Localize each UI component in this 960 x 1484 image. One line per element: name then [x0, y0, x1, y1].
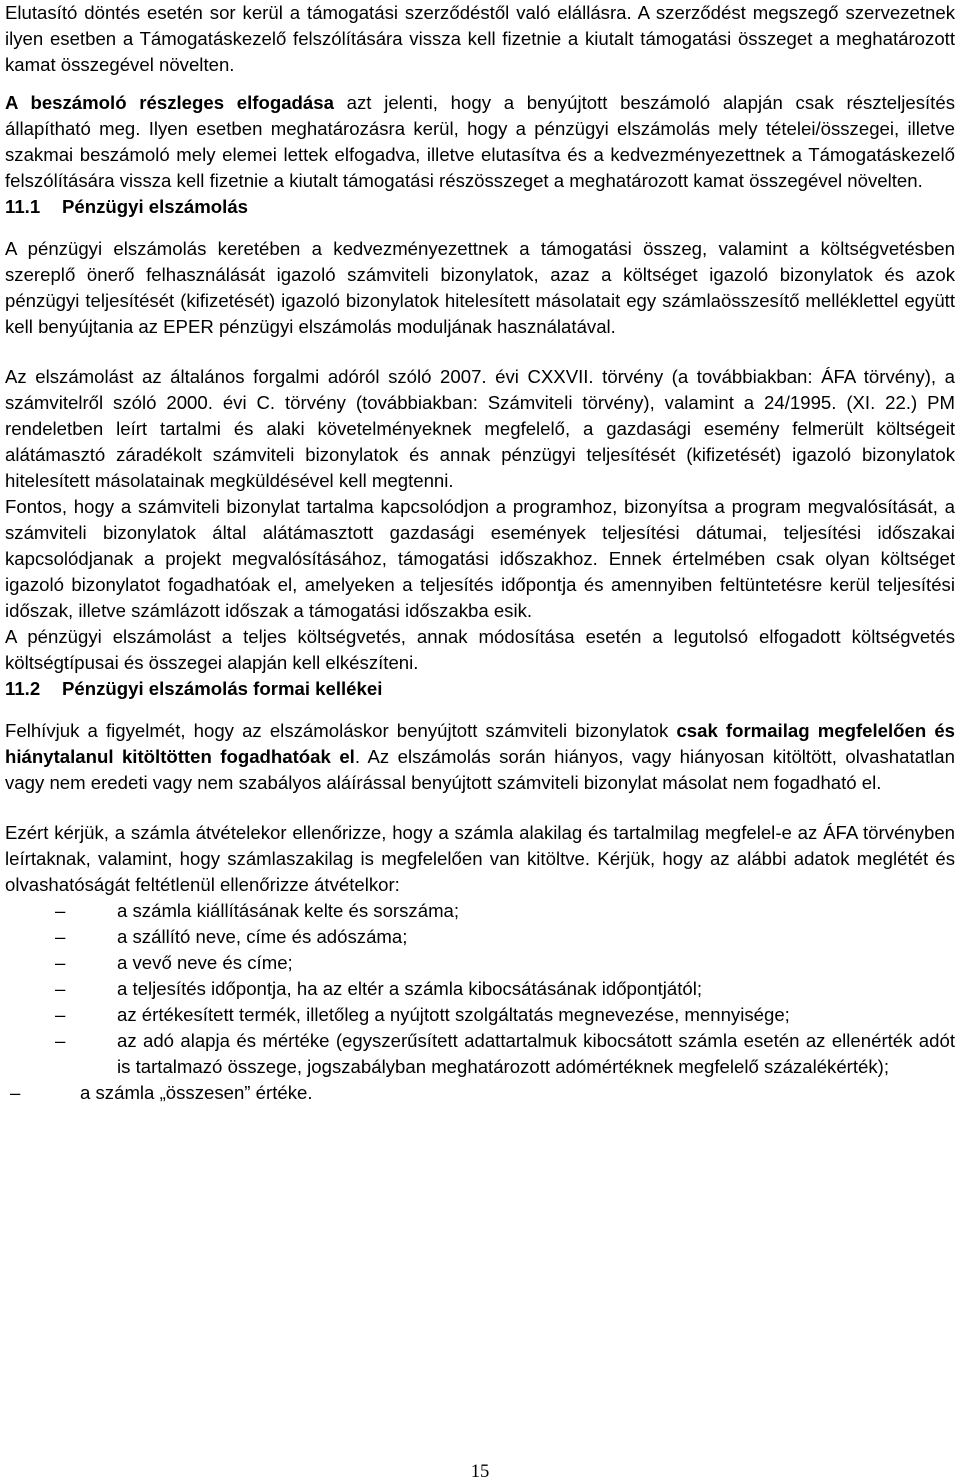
formal-requirements-emphasis: csak formailag megfelelően és hiánytalanul kitöltötten fogadhatóak el [5, 720, 955, 767]
paragraph-formal-requirements [5, 718, 955, 796]
section-heading-11-1 [5, 194, 955, 220]
section-title: Pénzügyi elszámolás formai kellékei [62, 678, 383, 699]
list-item [5, 950, 955, 976]
formal-requirements-rest: . Az elszámolás során hiányos, vagy hiányosan kitöltött, olvashatatlan vagy nem eredeti vagy nem szabályos aláírással benyújtott számviteli bizonylat másolat nem fogadható el. [5, 746, 955, 793]
document-page [5, 0, 955, 1106]
list-item [5, 1002, 955, 1028]
paragraph-legal-basis: Az elszámolást az általános forgalmi adóról szóló 2007. évi CXXVII. törvény (a továbbiakban: ÁFA törvény), a számvitelről szóló 2000. évi C. törvény (továbbiakban: Számviteli törvény), valamint a 24/1995. (XI. 22.) PM rendeletben leírt tartalmi és alaki követelményeknek megfelelő, a gazdasági esemény felmerült költségeit alátámasztó záradékolt számviteli bizonylatok és annak pénzügyi teljesítését (kifizetését) igazoló bizonylatok hitelesített másolatainak megküldésével kell megtenni. [5, 366, 955, 491]
list-item [5, 1028, 955, 1080]
invoice-total-list [5, 1080, 955, 1106]
dash-bullet-icon: – [55, 900, 66, 921]
dash-bullet-icon: – [55, 952, 66, 973]
list-item [5, 1080, 955, 1106]
section-number: 11.2 [5, 678, 41, 699]
list-item-text: a teljesítés időpontja, ha az eltér a számla kibocsátásának időpontjától; [117, 978, 703, 999]
list-item [5, 898, 955, 924]
page-number: 15 [470, 1461, 490, 1482]
formal-requirements-intro: Felhívjuk a figyelmét, hogy az elszámoláskor benyújtott számviteli bizonylatok [5, 720, 677, 741]
partial-acceptance-term: A beszámoló részleges elfogadása [5, 92, 334, 113]
dash-bullet-icon: – [55, 1030, 66, 1051]
paragraph-document-relevance: Fontos, hogy a számviteli bizonylat tartalma kapcsolódjon a programhoz, bizonyítsa a program megvalósítását, a számviteli bizonylatok által alátámasztott gazdasági események teljesítési dátumai, teljesítési időszakai kapcsolódjanak a projekt megvalósításához, támogatási időszakhoz. Ennek értelmében csak olyan költséget igazoló bizonylatot fogadhatóak el, amelyeken a teljesítés időpontja és amennyiben feltüntetésre kerül teljesítési időszak, illetve számlázott időszak a támogatási időszakba esik. [5, 496, 955, 621]
partial-acceptance-text: azt jelenti, hogy a benyújtott beszámoló alapján csak részteljesítés állapítható meg. Ilyen esetben meghatározásra kerül, hogy a pénzügyi elszámolás mely tételei/összegei, illetve szakmai beszámoló mely elemei lettek elfogadva, illetve elutasítva és a kedvezményezettnek a Támogatáskezelő felszólítására vissza kell fizetnie a kiutalt támogatási részösszeget a meghatározott kamat összegével növelten. [5, 92, 955, 191]
dash-bullet-icon: – [10, 1082, 21, 1103]
paragraph-budget-basis: A pénzügyi elszámolást a teljes költségvetés, annak módosítása esetén a legutolsó elfogadott költségvetés költségtípusai és összegei alapján kell elkészíteni. [5, 626, 955, 673]
dash-bullet-icon: – [55, 926, 66, 947]
paragraph-invoice-check: Ezért kérjük, a számla átvételekor ellenőrizze, hogy a számla alakilag és tartalmilag megfelel-e az ÁFA törvényben leírtaknak, valamint, hogy számlaszakilag is megfelelően van kitöltve. Kérjük, hogy az alábbi adatok meglétét és olvashatóságát feltétlenül ellenőrizze átvételkor: [5, 822, 955, 895]
dash-bullet-icon: – [55, 978, 66, 999]
section-heading-11-2 [5, 676, 955, 702]
list-item-text: az adó alapja és mértéke (egyszerűsített adattartalmuk kibocsátott számla esetén az ellenérték adót is tartalmazó összege, jogszabályban meghatározott adómértéknek megfelelő százalékérték); [117, 1030, 955, 1077]
section-title: Pénzügyi elszámolás [62, 196, 249, 217]
dash-bullet-icon: – [55, 1004, 66, 1025]
list-item-text: az értékesített termék, illetőleg a nyújtott szolgáltatás megnevezése, mennyisége; [117, 1004, 790, 1025]
list-item-text: a szállító neve, címe és adószáma; [117, 926, 408, 947]
paragraph-financial-settlement: A pénzügyi elszámolás keretében a kedvezményezettnek a támogatási összeg, valamint a költségvetésben szereplő önerő felhasználását igazoló számviteli bizonylatok, azaz a költséget igazoló bizonylatok és azok pénzügyi teljesítését (kifizetését) igazoló bizonylatok hitelesített másolatait egy számlaösszesítő melléklettel együtt kell benyújtania az EPER pénzügyi elszámolás moduljának használatával. [5, 238, 955, 337]
list-item-text: a számla kiállításának kelte és sorszáma; [117, 900, 460, 921]
list-item [5, 924, 955, 950]
invoice-checklist [5, 898, 955, 1080]
list-item [5, 976, 955, 1002]
list-item-text: a számla „összesen” értéke. [80, 1082, 313, 1103]
section-number: 11.1 [5, 196, 41, 217]
paragraph-partial-acceptance [5, 90, 955, 194]
list-item-text: a vevő neve és címe; [117, 952, 293, 973]
paragraph-rejection: Elutasító döntés esetén sor kerül a támogatási szerződéstől való elállásra. A szerződést megszegő szervezetnek ilyen esetben a Támogatáskezelő felszólítására vissza kell fizetnie a kiutalt támogatási összeget a meghatározott kamat összegével növelten. [5, 2, 955, 75]
